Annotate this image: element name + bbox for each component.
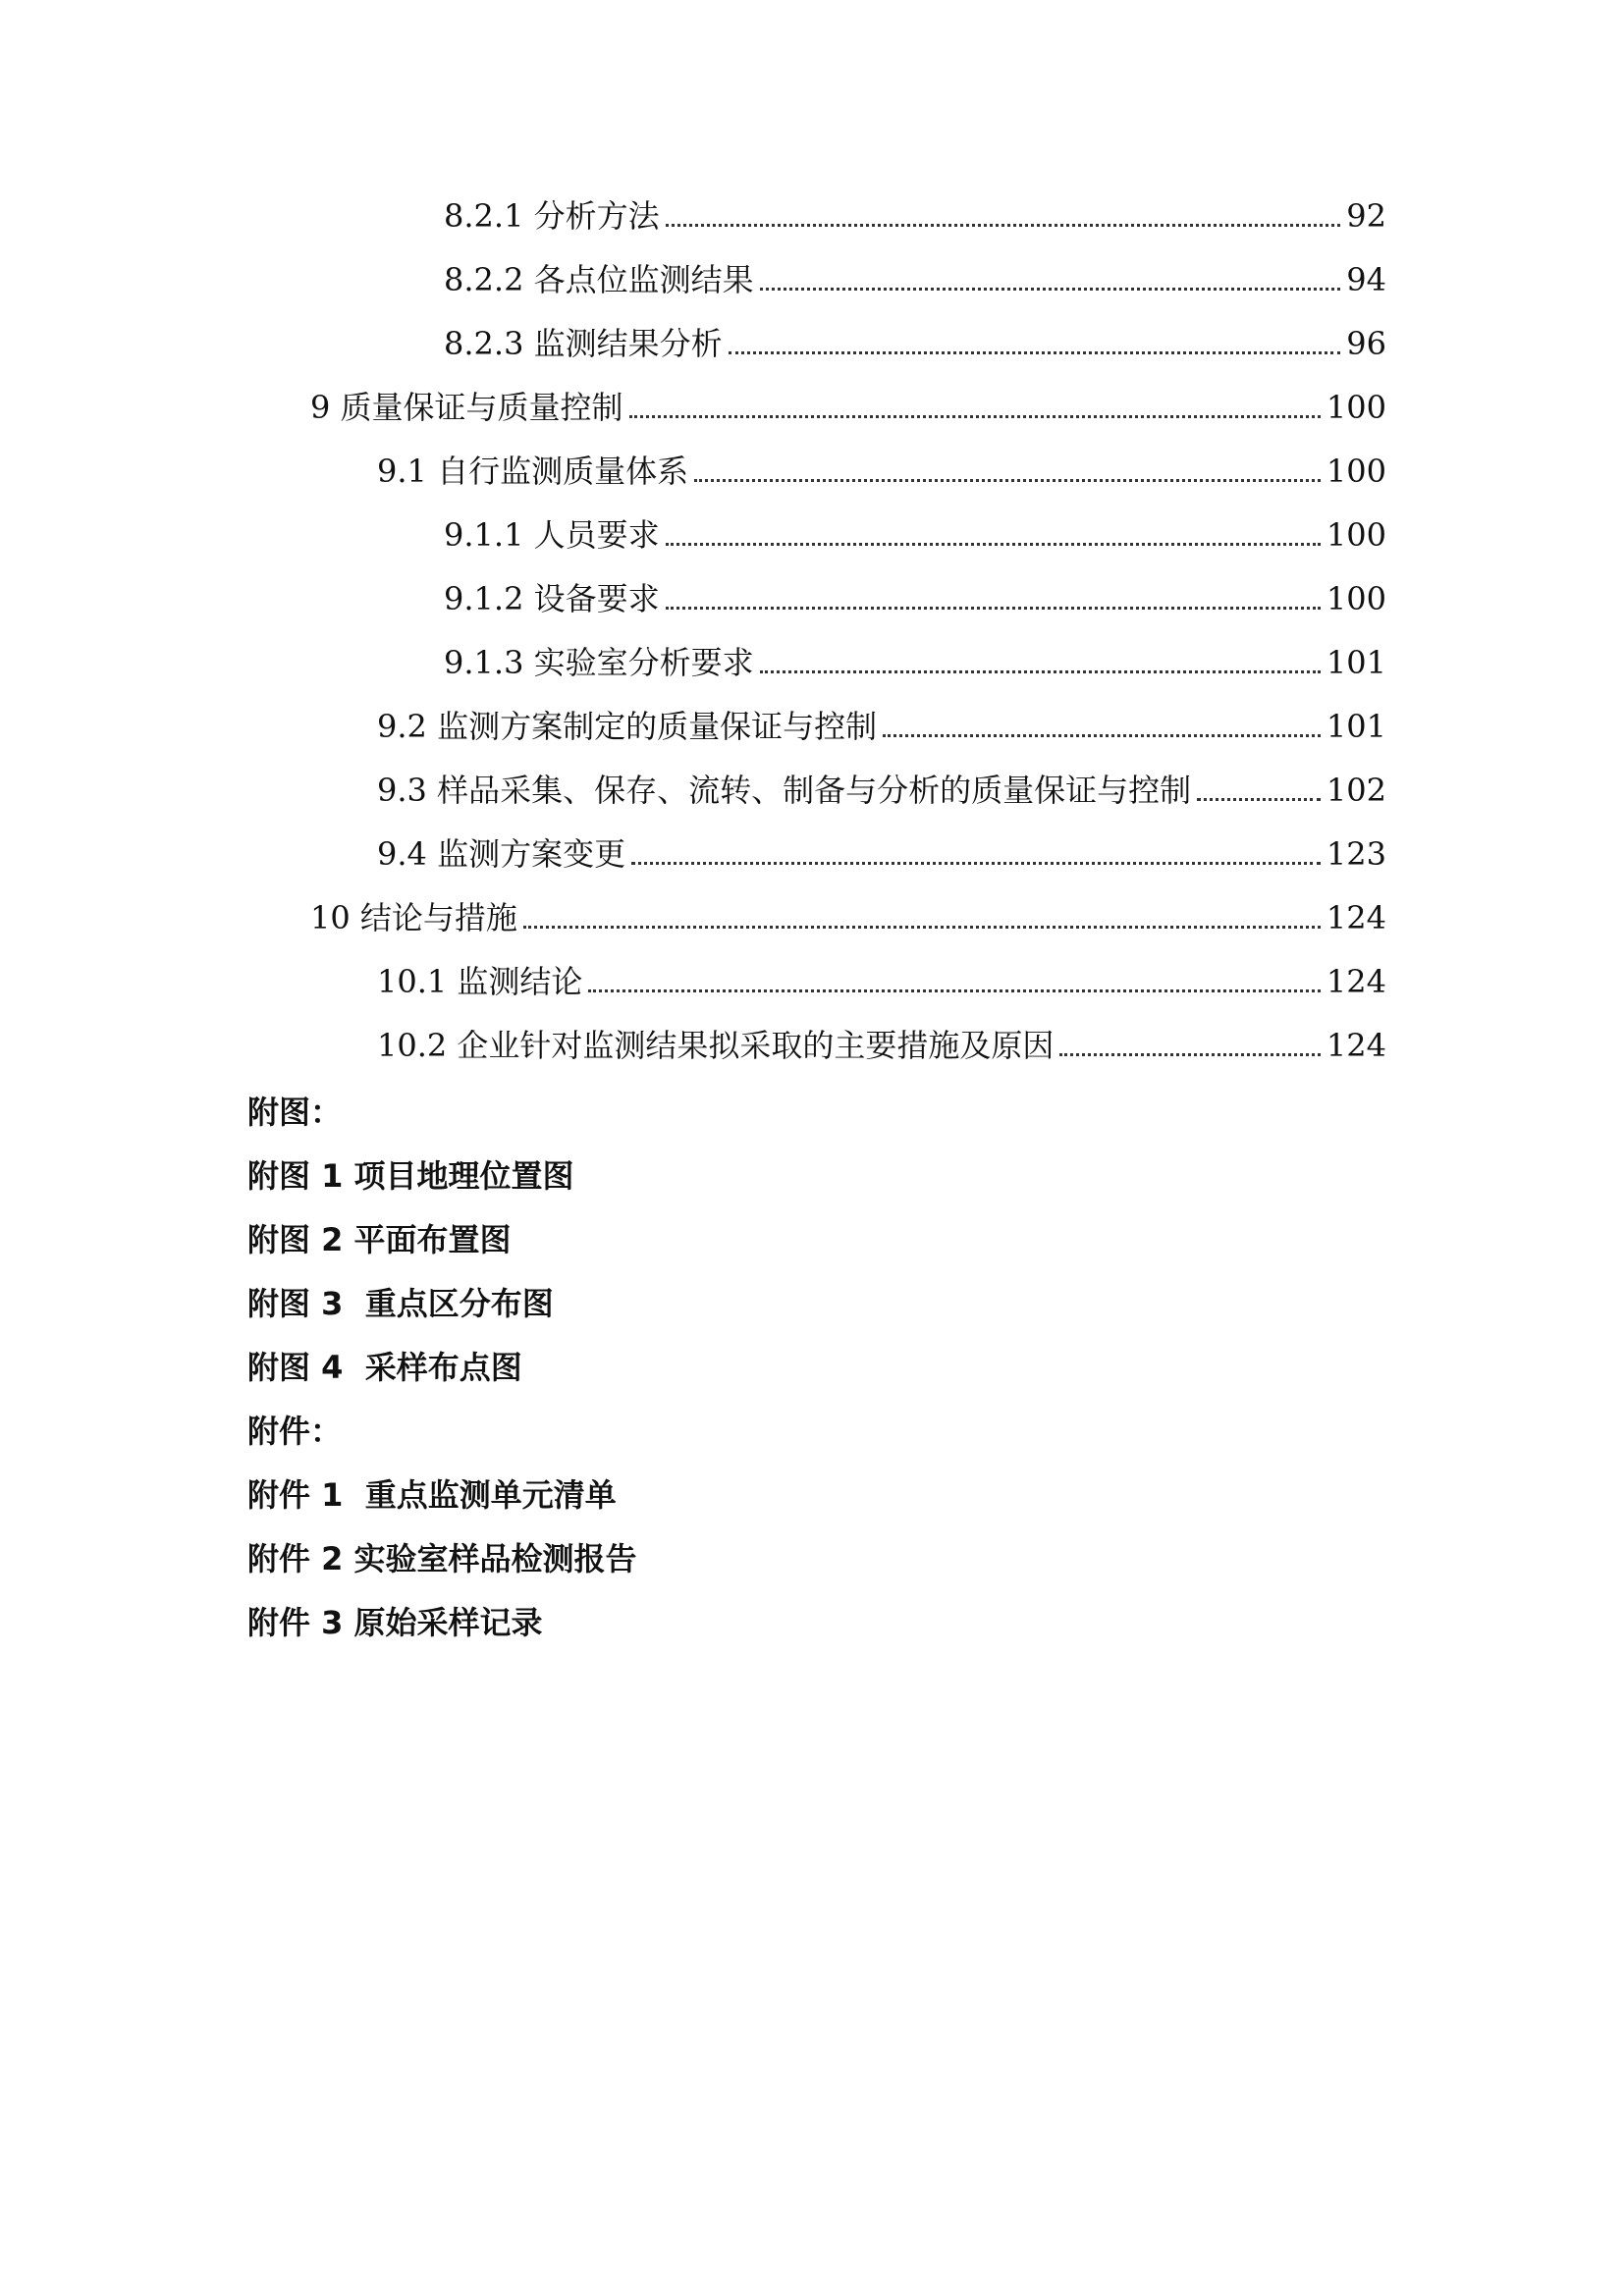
toc-entry-label: 9.1.1 人员要求	[444, 516, 660, 554]
appendix-figure-item[interactable]: 附图 1 项目地理位置图	[247, 1157, 574, 1195]
toc-dot-leader	[1059, 1053, 1320, 1056]
toc-entry-9-1-1[interactable]	[444, 506, 1386, 555]
toc-page-number: 124	[1326, 963, 1386, 1000]
attachments-heading: 附件：	[247, 1413, 343, 1450]
toc-entry-label: 9.1.2 设备要求	[444, 580, 660, 617]
toc-page-number: 94	[1346, 261, 1386, 298]
toc-entry-10-1[interactable]	[377, 952, 1386, 1001]
toc-entry-8-2-2[interactable]	[444, 250, 1386, 299]
toc-entry-label: 9.3 样品采集、保存、流转、制备与分析的质量保证与控制	[377, 772, 1192, 809]
toc-entry-8-2-1[interactable]	[444, 187, 1386, 236]
toc-entry-label: 9.2 监测方案制定的质量保证与控制	[377, 708, 878, 745]
toc-entry-label: 9 质量保证与质量控制	[310, 389, 623, 426]
toc-page-number: 100	[1326, 453, 1386, 490]
toc-page-number: 101	[1326, 644, 1386, 681]
appendix-attachment-item[interactable]: 附件 3 原始采样记录	[247, 1604, 543, 1641]
toc-dot-leader	[760, 670, 1321, 673]
toc-entry-label: 9.1 自行监测质量体系	[377, 453, 689, 490]
toc-entry-9-1-2[interactable]	[444, 569, 1386, 618]
toc-dot-leader	[629, 415, 1321, 418]
figures-heading: 附图：	[247, 1094, 343, 1131]
toc-dot-leader	[694, 479, 1321, 482]
toc-page-number: 100	[1326, 516, 1386, 554]
toc-entry-label: 10 结论与措施	[310, 899, 517, 936]
toc-page-number: 124	[1326, 899, 1386, 936]
toc-page-number: 100	[1326, 580, 1386, 617]
toc-page-number: 102	[1326, 772, 1386, 809]
toc-entry-label: 8.2.1 分析方法	[444, 197, 660, 235]
toc-entry-10[interactable]	[310, 888, 1386, 937]
toc-page-number: 92	[1346, 197, 1386, 235]
toc-entry-9-1[interactable]	[377, 442, 1386, 491]
toc-dot-leader	[1197, 798, 1321, 801]
toc-entry-9-1-3[interactable]	[444, 633, 1386, 682]
toc-entry-10-2[interactable]	[377, 1016, 1386, 1065]
toc-entry-9-3[interactable]	[377, 761, 1386, 810]
toc-entry-label: 9.1.3 实验室分析要求	[444, 644, 754, 681]
toc-page-number: 124	[1326, 1027, 1386, 1064]
toc-entry-label: 8.2.3 监测结果分析	[444, 325, 723, 362]
appendix-attachment-item[interactable]: 附件 1 重点监测单元清单	[247, 1476, 617, 1514]
toc-dot-leader	[523, 926, 1321, 929]
appendix-figure-item[interactable]: 附图 3 重点区分布图	[247, 1285, 554, 1322]
toc-entry-label: 8.2.2 各点位监测结果	[444, 261, 754, 298]
toc-entry-9-4[interactable]	[377, 825, 1386, 874]
toc-dot-leader	[666, 607, 1321, 610]
toc-dot-leader	[666, 224, 1341, 227]
toc-page-number: 100	[1326, 389, 1386, 426]
toc-dot-leader	[883, 734, 1321, 737]
toc-page-number: 101	[1326, 708, 1386, 745]
toc-dot-leader	[760, 288, 1341, 291]
toc-entry-9[interactable]	[310, 378, 1386, 427]
toc-dot-leader	[588, 989, 1320, 992]
toc-entry-9-2[interactable]	[377, 697, 1386, 746]
toc-entry-label: 9.4 监测方案变更	[377, 835, 626, 873]
toc-page-number: 96	[1346, 325, 1386, 362]
toc-dot-leader	[729, 351, 1341, 354]
toc-entry-8-2-3[interactable]	[444, 314, 1386, 363]
toc-page-number: 123	[1326, 835, 1386, 873]
appendix-figure-item[interactable]: 附图 4 采样布点图	[247, 1349, 522, 1386]
appendix-attachment-item[interactable]: 附件 2 实验室样品检测报告	[247, 1540, 637, 1577]
toc-dot-leader	[631, 862, 1321, 865]
toc-entry-label: 10.2 企业针对监测结果拟采取的主要措施及原因	[377, 1027, 1055, 1064]
toc-dot-leader	[666, 543, 1321, 546]
toc-entry-label: 10.1 监测结论	[377, 963, 583, 1000]
appendix-figure-item[interactable]: 附图 2 平面布置图	[247, 1221, 512, 1258]
